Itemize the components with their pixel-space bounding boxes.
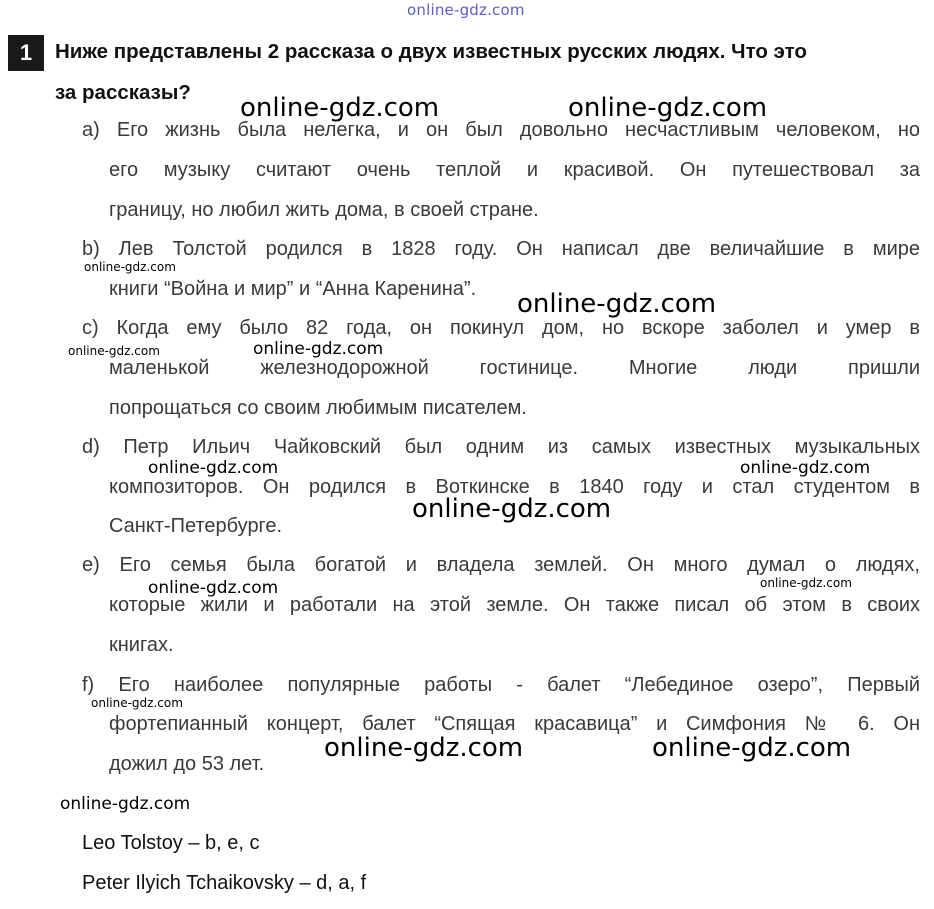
paragraph-f-line-1: f) Его наиболее популярные работы - балет “Лебединое озеро”, Первый: [82, 674, 920, 696]
paragraph-f-line-3: дожил до 53 лет.: [109, 753, 265, 775]
watermark: online-gdz.com: [253, 339, 384, 359]
paragraph-b-line-2: книги “Война и мир” и “Анна Каренина”.: [109, 278, 477, 300]
watermark: online-gdz.com: [760, 576, 852, 590]
paragraph-e-line-2: которые жили и работали на этой земле. Он также писал об этом в своих: [109, 594, 920, 616]
watermark: online-gdz.com: [84, 260, 176, 274]
paragraph-b-line-1: b) Лев Толстой родился в 1828 году. Он написал две величайшие в мире: [82, 238, 920, 260]
watermark: online-gdz.com: [148, 458, 279, 478]
watermark: online-gdz.com: [517, 289, 717, 319]
paragraph-d-line-1: d) Петр Ильич Чайковский был одним из самых известных музыкальных: [82, 436, 920, 458]
paragraph-a-line-3: границу, но любил жить дома, в своей стране.: [109, 199, 539, 221]
watermark: online-gdz.com: [60, 794, 191, 814]
paragraph-c-line-1: c) Когда ему было 82 года, он покинул дом, но вскоре заболел и умер в: [82, 317, 920, 339]
paragraph-e-line-1: e) Его семья была богатой и владела землей. Он много думал о людях,: [82, 554, 920, 576]
paragraph-a-line-2: его музыку считают очень теплой и красивой. Он путешествовал за: [109, 159, 920, 181]
watermark: online-gdz.com: [240, 93, 440, 123]
question-title-line-1: Ниже представлены 2 рассказа о двух известных русских людях. Что это: [55, 40, 807, 63]
watermark: online-gdz.com: [568, 93, 768, 123]
answer-tolstoy: Leo Tolstoy – b, e, c: [82, 832, 260, 854]
paragraph-e-line-3: книгах.: [109, 634, 174, 656]
paragraph-c-line-3: попрощаться со своим любимым писателем.: [109, 397, 527, 419]
watermark-top: online-gdz.com: [407, 1, 525, 19]
watermark: online-gdz.com: [652, 733, 852, 763]
paragraph-f-line-2: фортепианный концерт, балет “Спящая красавица” и Симфония № 6. Он: [109, 713, 920, 735]
question-title-line-2: за рассказы?: [55, 81, 191, 104]
paragraph-c-line-2: маленькой железнодорожной гостинице. Многие люди пришли: [109, 357, 920, 379]
paragraph-d-line-2: композиторов. Он родился в Воткинске в 1840 году и стал студентом в: [109, 476, 920, 498]
watermark: online-gdz.com: [324, 733, 524, 763]
answer-tchaikovsky: Peter Ilyich Tchaikovsky – d, a, f: [82, 872, 367, 894]
paragraph-d-line-3: Санкт-Петербурге.: [109, 515, 283, 537]
paragraph-a-line-1: a) Его жизнь была нелегка, и он был довольно несчастливым человеком, но: [82, 119, 920, 141]
question-number-badge: 1: [8, 35, 44, 71]
watermark: online-gdz.com: [91, 696, 183, 710]
watermark: online-gdz.com: [148, 578, 279, 598]
watermark: online-gdz.com: [740, 458, 871, 478]
watermark: online-gdz.com: [412, 494, 612, 524]
watermark: online-gdz.com: [68, 344, 160, 358]
